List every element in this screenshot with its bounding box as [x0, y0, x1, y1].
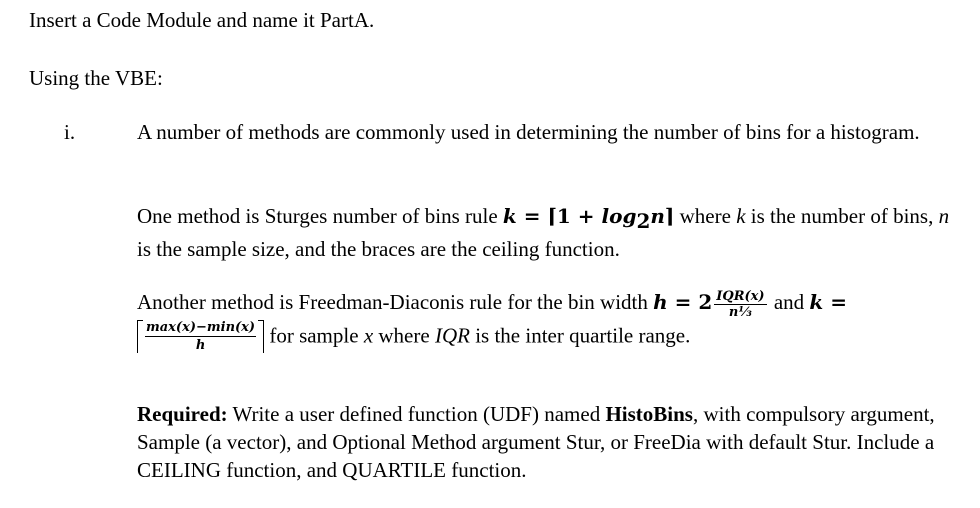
- ceiling-right-bracket: [258, 320, 264, 353]
- item-number: i.: [64, 120, 76, 144]
- fd-ceiling-numerator: max(x)−min(x): [146, 319, 256, 335]
- sturges-var-k: k: [736, 204, 746, 228]
- fd-ceiling-fraction: [137, 320, 264, 355]
- instruction-module: Insert a Code Module and name it PartA.: [29, 8, 375, 32]
- paragraph-freedman-diaconis: [137, 288, 957, 355]
- sturges-formula-n: n: [650, 204, 665, 228]
- fd-formula-h: h: [653, 290, 668, 314]
- paragraph-intro: A number of methods are commonly used in determining the number of bins for a histogram.: [137, 120, 920, 144]
- fd-var-x: x: [363, 323, 374, 347]
- fd-ceiling-denominator: h: [195, 337, 206, 353]
- ceiling-left-bracket: [137, 320, 143, 353]
- required-text-1: Write a user defined function (UDF) named: [227, 402, 606, 426]
- sturges-formula-base: 2: [636, 209, 651, 234]
- fd-text-where: where: [373, 323, 435, 347]
- required-label: Required:: [137, 402, 228, 426]
- paragraph-required: [137, 400, 957, 484]
- fd-formula-eq: = 2: [667, 290, 713, 314]
- sturges-text-before: One method is Sturges number of bins rule: [137, 204, 503, 228]
- fd-fraction-numerator: IQR(x): [716, 288, 765, 304]
- fd-text-and: and: [768, 290, 810, 314]
- required-text-2: , with compulsory argument, Sample (a vector), and Optional Method argument Stur, or FreeDia with default Stur. Include a CEILING function, and QUARTILE function.: [137, 402, 935, 482]
- sturges-text-bins: is the number of bins,: [745, 204, 939, 228]
- fd-var-iqr: IQR: [434, 323, 470, 347]
- paragraph-sturges: [137, 202, 957, 263]
- sturges-text-where: where: [674, 204, 737, 228]
- sturges-formula-close: ⌉: [664, 204, 675, 228]
- sturges-formula-log: log: [601, 204, 637, 228]
- sturges-text-end: is the sample size, and the braces are the ceiling function.: [137, 237, 620, 262]
- sturges-formula-eq: = ⌈1 +: [516, 204, 602, 228]
- function-name: HistoBins: [605, 402, 693, 426]
- fd-text-before: Another method is Freedman-Diaconis rule for the bin width: [137, 290, 654, 314]
- fd-formula-eq2: =: [823, 290, 847, 314]
- fd-formula-k: k: [809, 290, 824, 314]
- fd-text-sample: for sample: [264, 323, 364, 347]
- instruction-vbe: Using the VBE:: [29, 66, 163, 90]
- fd-text-end: is the inter quartile range.: [469, 323, 691, 347]
- fd-fraction: [714, 289, 766, 320]
- sturges-formula-k: k: [502, 204, 517, 228]
- sturges-var-n: n: [938, 204, 950, 228]
- fd-fraction-denominator: n¹⁄₃: [728, 304, 752, 320]
